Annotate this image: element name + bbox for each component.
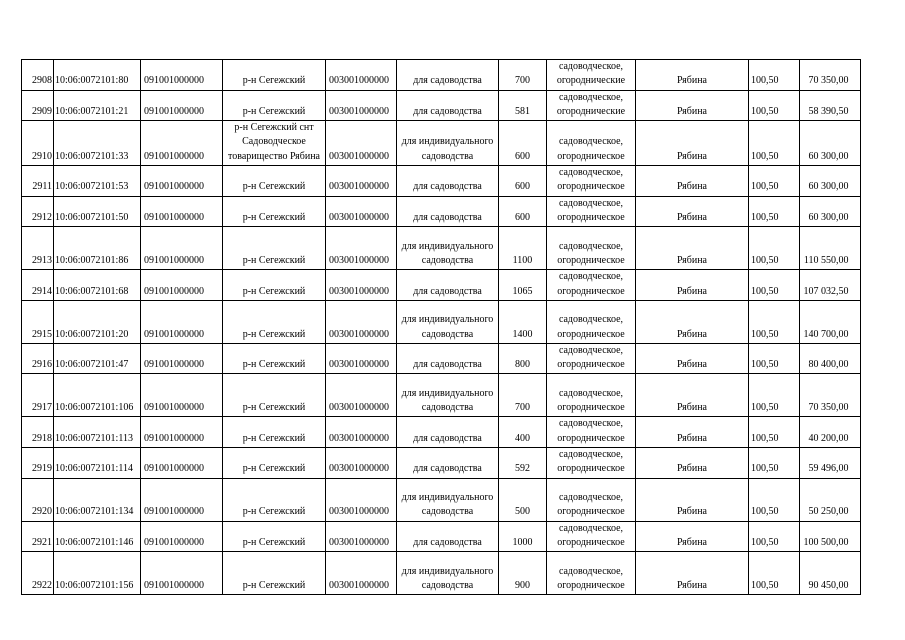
table-row	[22, 343, 861, 374]
location-cell: р-н Сегежский	[223, 343, 326, 374]
row-number-cell: 2920	[22, 478, 54, 521]
cadastral-value-cell: 60 300,00	[799, 166, 860, 197]
table-row	[22, 521, 861, 552]
cadastral-value-cell: 50 250,00	[799, 478, 860, 521]
land-category-cell: садоводческое, огородническое	[547, 196, 636, 227]
row-number-cell: 2919	[22, 448, 54, 479]
cadastral-number-cell: 10:06:0072101:86	[54, 227, 141, 270]
table-row	[22, 374, 861, 417]
permitted-use-cell: для индивидуального садоводства	[397, 478, 499, 521]
okato-code-cell: 091001000000	[141, 417, 223, 448]
land-category-cell: садоводческое, огородническое	[547, 448, 636, 479]
okato-code-cell: 091001000000	[141, 521, 223, 552]
row-number-cell: 2911	[22, 166, 54, 197]
cadastral-value-cell: 90 450,00	[799, 552, 860, 595]
location-cell: р-н Сегежский	[223, 227, 326, 270]
row-number-cell: 2910	[22, 121, 54, 166]
land-category-cell: садоводческое, огородническое	[547, 300, 636, 343]
cadastral-number-cell: 10:06:0072101:21	[54, 90, 141, 121]
oktmo-code-cell: 003001000000	[326, 300, 397, 343]
cadastral-value-cell: 70 350,00	[799, 374, 860, 417]
row-number-cell: 2914	[22, 270, 54, 301]
table-row	[22, 552, 861, 595]
area-cell: 1100	[499, 227, 547, 270]
permitted-use-cell: для индивидуального садоводства	[397, 300, 499, 343]
table-row	[22, 270, 861, 301]
oktmo-code-cell: 003001000000	[326, 343, 397, 374]
area-cell: 1000	[499, 521, 547, 552]
settlement-name-cell: Рябина	[636, 270, 749, 301]
oktmo-code-cell: 003001000000	[326, 90, 397, 121]
oktmo-code-cell: 003001000000	[326, 196, 397, 227]
table-row	[22, 121, 861, 166]
cadastral-value-cell: 40 200,00	[799, 417, 860, 448]
land-category-cell: садоводческое, огородническое	[547, 552, 636, 595]
cadastral-value-cell: 58 390,50	[799, 90, 860, 121]
cadastral-number-cell: 10:06:0072101:113	[54, 417, 141, 448]
oktmo-code-cell: 003001000000	[326, 417, 397, 448]
specific-value-cell: 100,50	[749, 448, 800, 479]
permitted-use-cell: для индивидуального садоводства	[397, 552, 499, 595]
location-cell: р-н Сегежский	[223, 166, 326, 197]
location-cell: р-н Сегежский	[223, 374, 326, 417]
specific-value-cell: 100,50	[749, 552, 800, 595]
location-cell: р-н Сегежский	[223, 270, 326, 301]
table-row	[22, 417, 861, 448]
okato-code-cell: 091001000000	[141, 90, 223, 121]
area-cell: 581	[499, 90, 547, 121]
settlement-name-cell: Рябина	[636, 552, 749, 595]
area-cell: 1065	[499, 270, 547, 301]
specific-value-cell: 100,50	[749, 417, 800, 448]
permitted-use-cell: для индивидуального садоводства	[397, 374, 499, 417]
row-number-cell: 2922	[22, 552, 54, 595]
permitted-use-cell: для садоводства	[397, 166, 499, 197]
cadastral-value-cell: 59 496,00	[799, 448, 860, 479]
cadastral-number-cell: 10:06:0072101:47	[54, 343, 141, 374]
settlement-name-cell: Рябина	[636, 343, 749, 374]
specific-value-cell: 100,50	[749, 60, 800, 91]
land-category-cell: садоводческое, огороднические	[547, 60, 636, 91]
row-number-cell: 2918	[22, 417, 54, 448]
cadastral-number-cell: 10:06:0072101:146	[54, 521, 141, 552]
oktmo-code-cell: 003001000000	[326, 448, 397, 479]
area-cell: 900	[499, 552, 547, 595]
row-number-cell: 2909	[22, 90, 54, 121]
okato-code-cell: 091001000000	[141, 270, 223, 301]
cadastral-value-cell: 110 550,00	[799, 227, 860, 270]
cadastral-number-cell: 10:06:0072101:53	[54, 166, 141, 197]
row-number-cell: 2921	[22, 521, 54, 552]
cadastral-number-cell: 10:06:0072101:20	[54, 300, 141, 343]
area-cell: 592	[499, 448, 547, 479]
settlement-name-cell: Рябина	[636, 90, 749, 121]
okato-code-cell: 091001000000	[141, 552, 223, 595]
specific-value-cell: 100,50	[749, 90, 800, 121]
cadastral-value-cell: 140 700,00	[799, 300, 860, 343]
oktmo-code-cell: 003001000000	[326, 60, 397, 91]
area-cell: 400	[499, 417, 547, 448]
location-cell: р-н Сегежский	[223, 90, 326, 121]
specific-value-cell: 100,50	[749, 121, 800, 166]
cadastral-number-cell: 10:06:0072101:50	[54, 196, 141, 227]
table-row	[22, 90, 861, 121]
location-cell: р-н Сегежский	[223, 478, 326, 521]
okato-code-cell: 091001000000	[141, 121, 223, 166]
location-cell: р-н Сегежский	[223, 196, 326, 227]
specific-value-cell: 100,50	[749, 270, 800, 301]
area-cell: 800	[499, 343, 547, 374]
permitted-use-cell: для садоводства	[397, 270, 499, 301]
settlement-name-cell: Рябина	[636, 196, 749, 227]
row-number-cell: 2908	[22, 60, 54, 91]
table-row	[22, 478, 861, 521]
settlement-name-cell: Рябина	[636, 417, 749, 448]
oktmo-code-cell: 003001000000	[326, 121, 397, 166]
cadastral-value-cell: 60 300,00	[799, 196, 860, 227]
location-cell: р-н Сегежский снт Садоводческое товарищество Рябина	[223, 121, 326, 166]
table-row	[22, 448, 861, 479]
specific-value-cell: 100,50	[749, 300, 800, 343]
specific-value-cell: 100,50	[749, 478, 800, 521]
location-cell: р-н Сегежский	[223, 417, 326, 448]
area-cell: 700	[499, 374, 547, 417]
oktmo-code-cell: 003001000000	[326, 552, 397, 595]
permitted-use-cell: для садоводства	[397, 90, 499, 121]
okato-code-cell: 091001000000	[141, 227, 223, 270]
row-number-cell: 2916	[22, 343, 54, 374]
okato-code-cell: 091001000000	[141, 374, 223, 417]
land-parcel-table	[21, 59, 861, 595]
settlement-name-cell: Рябина	[636, 521, 749, 552]
cadastral-number-cell: 10:06:0072101:134	[54, 478, 141, 521]
location-cell: р-н Сегежский	[223, 521, 326, 552]
specific-value-cell: 100,50	[749, 196, 800, 227]
okato-code-cell: 091001000000	[141, 343, 223, 374]
settlement-name-cell: Рябина	[636, 121, 749, 166]
okato-code-cell: 091001000000	[141, 196, 223, 227]
land-category-cell: садоводческое, огородническое	[547, 521, 636, 552]
okato-code-cell: 091001000000	[141, 300, 223, 343]
permitted-use-cell: для садоводства	[397, 60, 499, 91]
oktmo-code-cell: 003001000000	[326, 270, 397, 301]
row-number-cell: 2913	[22, 227, 54, 270]
permitted-use-cell: для индивидуального садоводства	[397, 121, 499, 166]
table-body	[22, 60, 861, 595]
specific-value-cell: 100,50	[749, 166, 800, 197]
table-row	[22, 227, 861, 270]
okato-code-cell: 091001000000	[141, 448, 223, 479]
table-row	[22, 166, 861, 197]
oktmo-code-cell: 003001000000	[326, 166, 397, 197]
cadastral-value-cell: 100 500,00	[799, 521, 860, 552]
land-category-cell: садоводческое, огородническое	[547, 478, 636, 521]
permitted-use-cell: для садоводства	[397, 417, 499, 448]
area-cell: 500	[499, 478, 547, 521]
cadastral-number-cell: 10:06:0072101:80	[54, 60, 141, 91]
land-category-cell: садоводческое, огородническое	[547, 270, 636, 301]
settlement-name-cell: Рябина	[636, 227, 749, 270]
land-category-cell: садоводческое, огородническое	[547, 227, 636, 270]
oktmo-code-cell: 003001000000	[326, 521, 397, 552]
permitted-use-cell: для садоводства	[397, 448, 499, 479]
settlement-name-cell: Рябина	[636, 166, 749, 197]
cadastral-number-cell: 10:06:0072101:156	[54, 552, 141, 595]
settlement-name-cell: Рябина	[636, 478, 749, 521]
permitted-use-cell: для садоводства	[397, 196, 499, 227]
area-cell: 600	[499, 196, 547, 227]
land-category-cell: садоводческое, огороднические	[547, 90, 636, 121]
cadastral-number-cell: 10:06:0072101:114	[54, 448, 141, 479]
area-cell: 1400	[499, 300, 547, 343]
cadastral-value-cell: 80 400,00	[799, 343, 860, 374]
specific-value-cell: 100,50	[749, 227, 800, 270]
cadastral-number-cell: 10:06:0072101:33	[54, 121, 141, 166]
cadastral-value-cell: 70 350,00	[799, 60, 860, 91]
cadastral-number-cell: 10:06:0072101:68	[54, 270, 141, 301]
okato-code-cell: 091001000000	[141, 478, 223, 521]
land-category-cell: садоводческое, огородническое	[547, 166, 636, 197]
cadastral-number-cell: 10:06:0072101:106	[54, 374, 141, 417]
specific-value-cell: 100,50	[749, 521, 800, 552]
specific-value-cell: 100,50	[749, 374, 800, 417]
location-cell: р-н Сегежский	[223, 448, 326, 479]
table-row	[22, 196, 861, 227]
area-cell: 600	[499, 121, 547, 166]
row-number-cell: 2912	[22, 196, 54, 227]
settlement-name-cell: Рябина	[636, 60, 749, 91]
area-cell: 600	[499, 166, 547, 197]
okato-code-cell: 091001000000	[141, 166, 223, 197]
oktmo-code-cell: 003001000000	[326, 374, 397, 417]
area-cell: 700	[499, 60, 547, 91]
settlement-name-cell: Рябина	[636, 448, 749, 479]
permitted-use-cell: для садоводства	[397, 521, 499, 552]
cadastral-value-cell: 60 300,00	[799, 121, 860, 166]
land-category-cell: садоводческое, огородническое	[547, 343, 636, 374]
land-category-cell: садоводческое, огородническое	[547, 417, 636, 448]
location-cell: р-н Сегежский	[223, 60, 326, 91]
location-cell: р-н Сегежский	[223, 552, 326, 595]
okato-code-cell: 091001000000	[141, 60, 223, 91]
table-row	[22, 60, 861, 91]
permitted-use-cell: для садоводства	[397, 343, 499, 374]
row-number-cell: 2917	[22, 374, 54, 417]
land-category-cell: садоводческое, огородническое	[547, 374, 636, 417]
table-row	[22, 300, 861, 343]
permitted-use-cell: для индивидуального садоводства	[397, 227, 499, 270]
land-category-cell: садоводческое, огородническое	[547, 121, 636, 166]
row-number-cell: 2915	[22, 300, 54, 343]
oktmo-code-cell: 003001000000	[326, 478, 397, 521]
location-cell: р-н Сегежский	[223, 300, 326, 343]
settlement-name-cell: Рябина	[636, 374, 749, 417]
specific-value-cell: 100,50	[749, 343, 800, 374]
settlement-name-cell: Рябина	[636, 300, 749, 343]
oktmo-code-cell: 003001000000	[326, 227, 397, 270]
cadastral-value-cell: 107 032,50	[799, 270, 860, 301]
